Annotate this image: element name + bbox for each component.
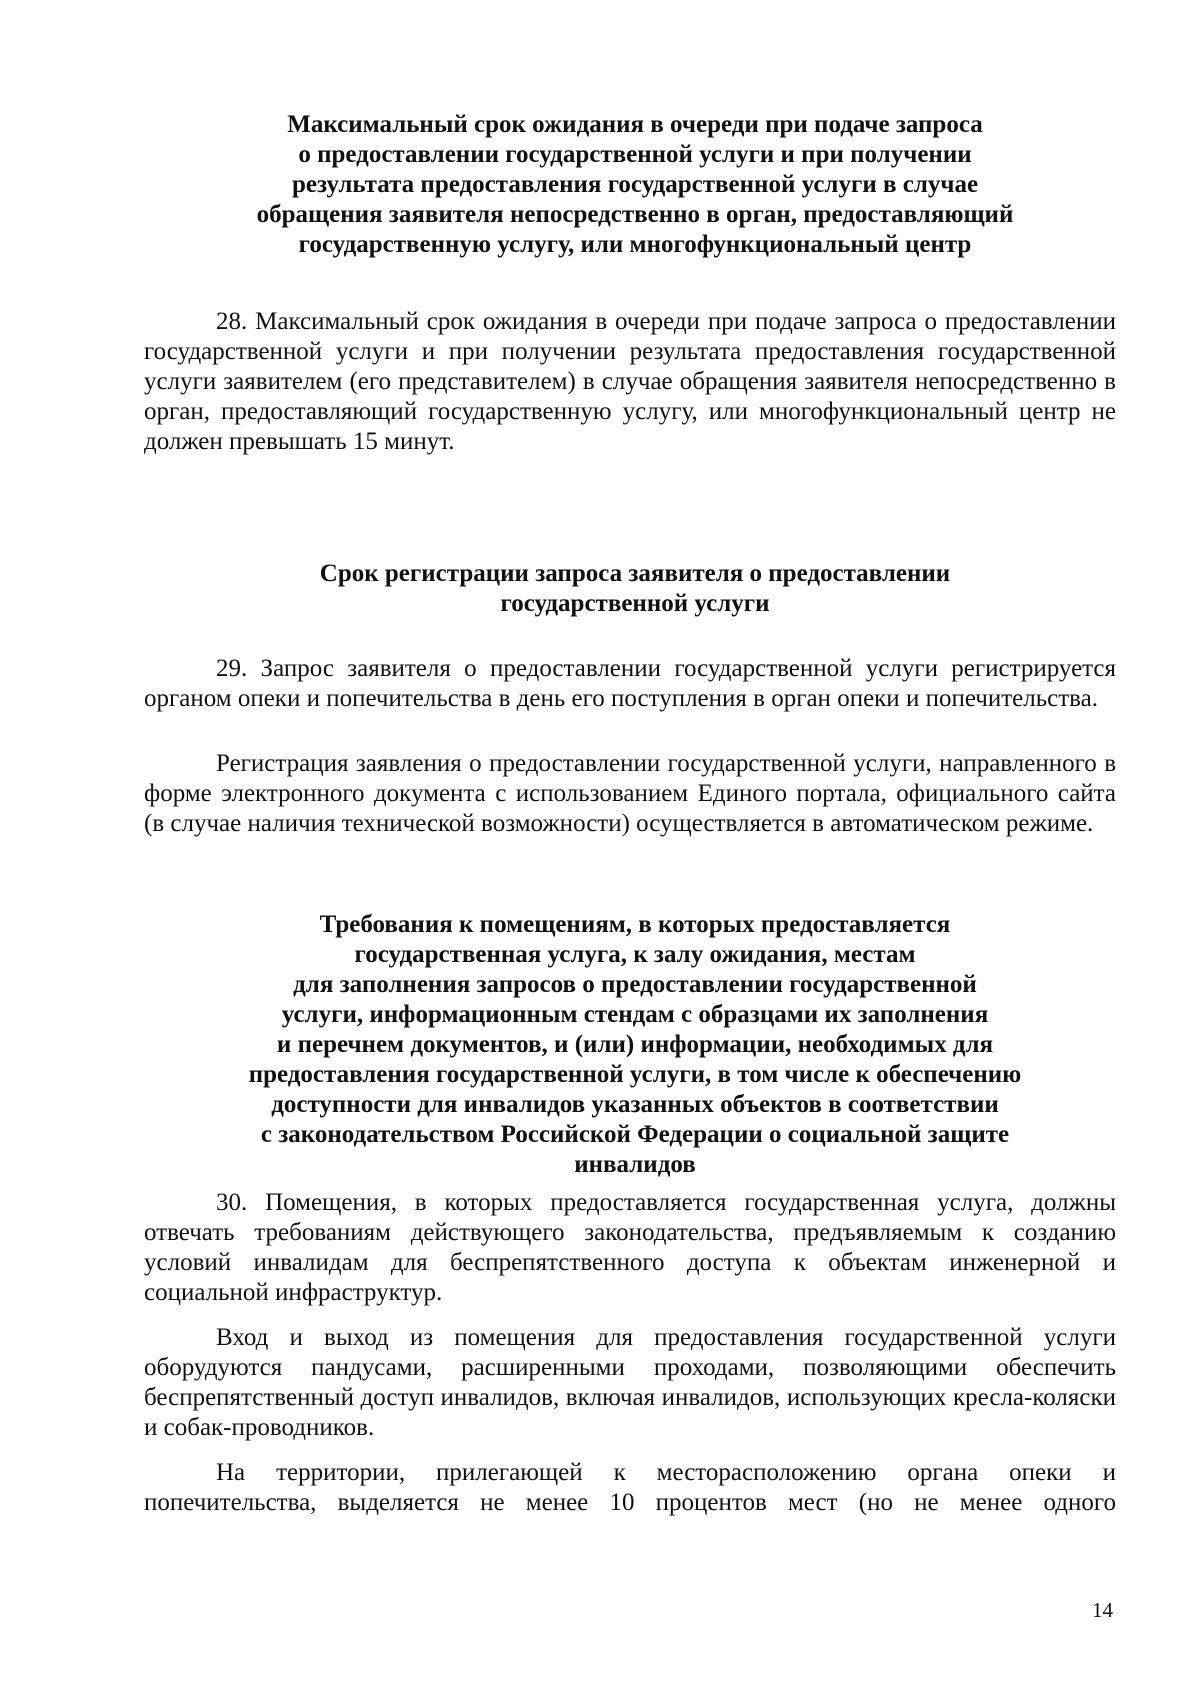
paragraph-28: 28. Максимальный срок ожидания в очереди при подаче запроса о предоставлении государственной услуги и при получении результата предоставления государственной услуги заявителем (его представителем) в случае обращения заявителя непосредственно в орган, предоставляющий государственную услугу, или многофункциональный центр не должен превышать 15 минут. bbox=[144, 308, 1116, 455]
section-heading-premises-requirements: Требования к помещениям, в которых предоставляется государственная услуга, к залу ожидания, местам для заполнения запросов о предоставлении государственной услуги, информационным стендам с образцами их заполнения и перечнем документов, и (или) информации, необходимых для предоставления государственной услуги, в том числе к обеспечению доступности для инвалидов указанных объектов в соответствии с законодательством Российской Федерации о социальной защите инвалидов bbox=[248, 911, 1022, 1178]
paragraph-parking-territory: На территории, прилегающей к месторасположению органа опеки и попечительства, выделяется не менее 10 процентов мест (но не менее одного bbox=[144, 1459, 1116, 1516]
paragraph-29: 29. Запрос заявителя о предоставлении государственной услуги регистрируется органом опеки и попечительства в день его поступления в орган опеки и попечительства. bbox=[144, 655, 1116, 712]
paragraph-electronic-registration: Регистрация заявления о предоставлении государственной услуги, направленного в форме электронного документа с использованием Единого портала, официального сайта (в случае наличия технической возможности) осуществляется в автоматическом режиме. bbox=[144, 750, 1116, 837]
paragraph-entrance-exit: Вход и выход из помещения для предоставления государственной услуги оборудуются пандусами, расширенными проходами, позволяющими обеспечить беспрепятственный доступ инвалидов, включая инвалидов, использующих кресла-коляски и собак-проводников. bbox=[144, 1324, 1116, 1441]
section-heading-registration-term: Срок регистрации запроса заявителя о предоставлении государственной услуги bbox=[319, 560, 951, 617]
section-heading-queue-time: Максимальный срок ожидания в очереди при подаче запроса о предоставлении государственной услуги и при получении результата предоставления государственной услуги в случае обращения заявителя непосредственно в орган, предоставляющий государственную услугу, или многофункциональный центр bbox=[256, 111, 1014, 258]
paragraph-30: 30. Помещения, в которых предоставляется государственная услуга, должны отвечать требованиям действующего законодательства, предъявляемым к созданию условий инвалидам для беспрепятственного доступа к объектам инженерной и социальной инфраструктур. bbox=[144, 1189, 1116, 1306]
page-number: 14 bbox=[1092, 1598, 1113, 1622]
